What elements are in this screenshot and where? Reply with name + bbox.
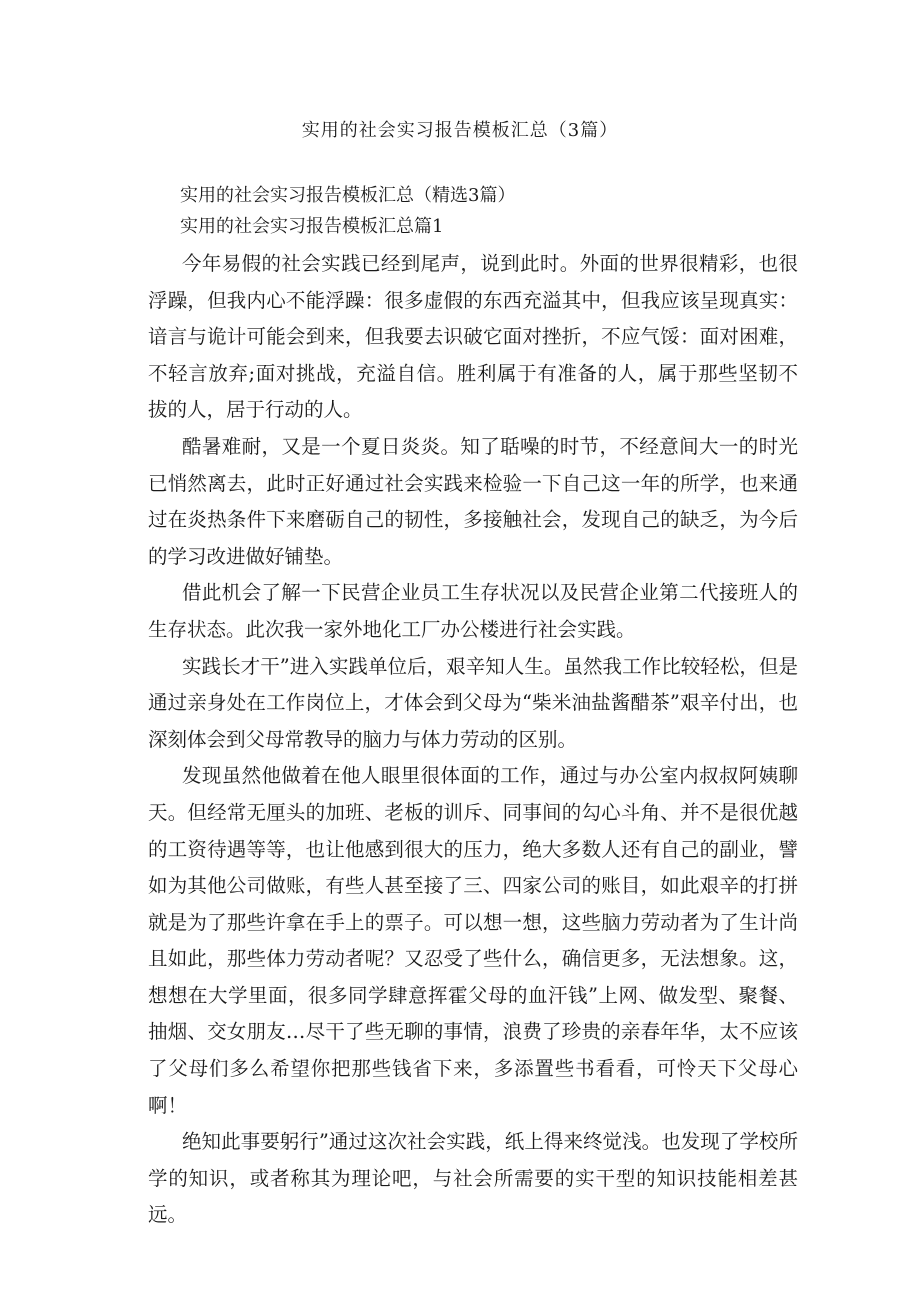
document-subtitle: 实用的社会实习报告模板汇总（精选3篇） <box>180 185 516 206</box>
paragraph-1: 今年易假的社会实践已经到尾声，说到此时。外面的世界很精彩，也很浮躁，但我内心不能浮躁：很多虚假的东西充溢其中，但我应该呈现真实：谙言与诡计可能会到来，但我要去识破它面对挫折，不应气馁：面对困难，不轻言放弃;面对挑战，充溢自信。胜利属于有准备的人，属于那些坚韧不拔的人，居于行动的人。 <box>148 252 798 422</box>
paragraph-5: 发现虽然他做着在他人眼里很体面的工作，通过与办公室内叔叔阿姨聊天。但经常无厘头的加班、老板的训斥、同事间的勾心斗角、并不是很优越的工资待遇等等，也让他感到很大的压力，绝大多数人还有自己的副业，譬如为其他公司做账，有些人甚至接了三、四家公司的账目，如此艰辛的打拼就是为了那些许拿在手上的票子。可以想一想，这些脑力劳动者为了生计尚且如此，那些体力劳动者呢？又忍受了些什么，确信更多，无法想象。这，想想在大学里面，很多同学肆意挥霍父母的血汗钱”上网、做发型、聚餐、抽烟、交女朋友…尽干了些无聊的事情，浪费了珍贵的亲春年华，太不应该了父母们多么希望你把那些钱省下来，多添置些书看看，可怜天下父母心啊！ <box>148 764 798 1117</box>
document-title: 实用的社会实习报告模板汇总（3篇） <box>301 120 619 141</box>
section-heading: 实用的社会实习报告模板汇总篇1 <box>180 216 444 237</box>
paragraph-2: 酷暑难耐，又是一个夏日炎炎。知了聒噪的时节，不经意间大一的时光已悄然离去，此时正好通过社会实践来检验一下自己这一年的所学，也来通过在炎热条件下来磨砺自己的韧性，多接触社会，发现自己的缺乏，为今后的学习改进做好铺垫。 <box>148 434 798 568</box>
document-body <box>148 180 798 1234</box>
paragraph-3: 借此机会了解一下民营企业员工生存状况以及民营企业第二代接班人的生存状态。此次我一家外地化工厂办公楼进行社会实践。 <box>148 581 798 641</box>
paragraph-6: 绝知此事要躬行”通过这次社会实践，纸上得来终觉浅。也发现了学校所学的知识，或者称其为理论吧，与社会所需要的实干型的知识技能相差甚远。 <box>148 1130 798 1227</box>
paragraph-4: 实践长才干”进入实践单位后，艰辛知人生。虽然我工作比较轻松，但是通过亲身处在工作岗位上，才体会到父母为“柴米油盐酱醋茶”艰辛付出，也深刻体会到父母常教导的脑力与体力劳动的区别。 <box>148 654 798 751</box>
